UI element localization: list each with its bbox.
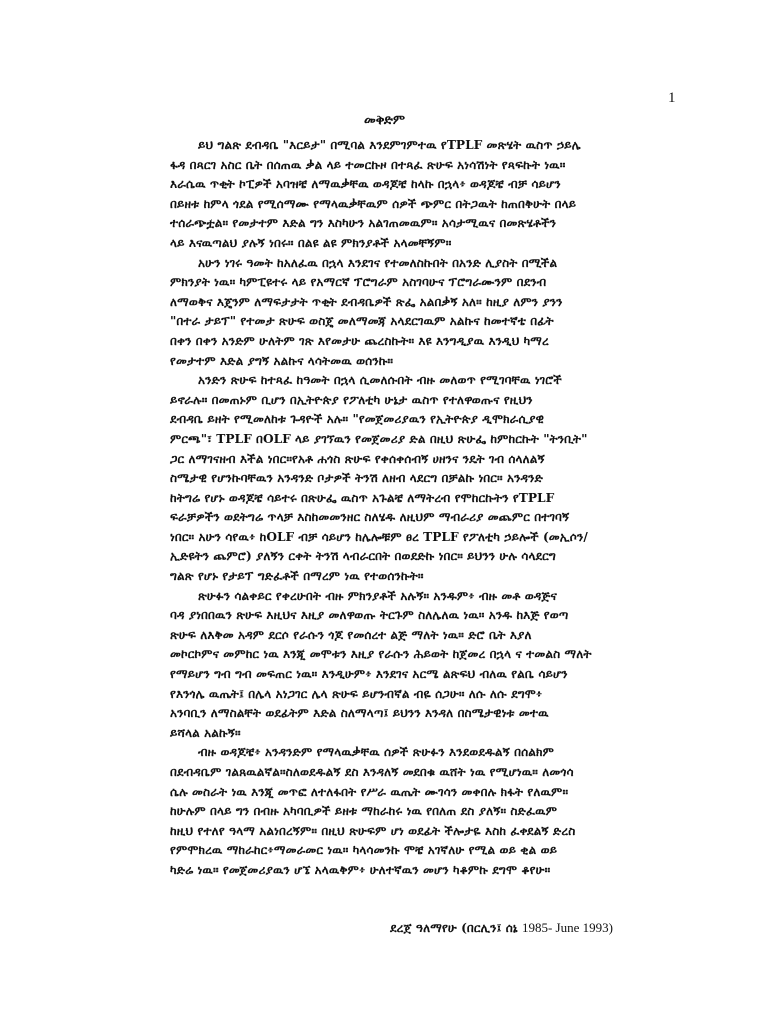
text-line: ይህ ግልጽ ደብዳቤ "እርይታ" በሚባል እንደምገምተዉ የTPLF መጽሄት ዉስጥ ኃይሌ — [198, 138, 581, 152]
text-line: ለማወቅና እጄንም ለማፍታታት ጥቂት ደብዳቤዎች ጽፌ አልበቃኝ አለ። ከዚያ ለምን ያንን — [170, 294, 563, 309]
page-number: 1 — [668, 90, 676, 106]
text-line: መኮርኮምና መምከር ነዉ እንጂ መሞቱን እዚያ የራሱን ሕይወት ከጀመረ በኋላ ና ተመልስ ማለት — [170, 647, 592, 662]
text-line: ጽሁፉን ሳልቀይር የቀረሁበት ብዙ ምክንያቶች አሉኝ። አንዱም፥ ብዙ መቶ ወዳጅና — [198, 588, 557, 603]
text-line: ብዙ ወዳጆቼ፥ አንዳንድም የማላዉቃቸዉ ሰዎች ጽሁፉን እንደወደዱልኝ በሰልክም — [198, 745, 554, 760]
text-line: "በተራ ታይፕ" የተመታ ጽሁፍ ወስጄ መለማመጃ አላደርገዉም አልኩና ከመተኛቴ በፊት — [170, 314, 554, 329]
body-text — [170, 136, 682, 881]
text-line: ፋዳ በጻርገ አስር ቤት በሰጠዉ ቃል ላይ ተመርኩዞ በተጻፈ ጽሁፍ አነሳሽነት የጻፍኩት ነዉ። — [170, 157, 566, 172]
text-line: የመታተም እድል ያግኝ አልኩና ላሳትመዉ ወሰንኩ። — [170, 353, 394, 368]
text-line: ጋር ለማገናዘብ እችል ነበር።የአቶ ሐጎስ ጽሁፍ የቀሰቀሰብኝ ሀዘንና ንዴት ገብ ሰላለልኝ — [170, 451, 545, 466]
text-line: ነበር። አሁን ሳየዉ፥ ከOLF ብቻ ሳይሆን ከሌሎቹም ፀረ TPLF የፖለቲካ ኃይሎች (መኢሶን/ — [170, 529, 588, 544]
text-line: ከዚህ የተለየ ዓላማ አልነበረኝም። በዚህ ጽሁፍም ሆነ ወደፊት ችሎታዬ እስከ ፈቀደልኝ ድረስ — [170, 823, 576, 838]
text-line: ግልጽ የሆኑ የታይፕ ግድፈቶች በማረም ነዉ የተወሰንኩት። — [170, 569, 424, 584]
text-line: ጽሁፍ ለእቅመ አዳም ደርሶ የራሱን ጎጆ የመሰረተ ልጅ ማለት ነዉ። ድሮ ቤት እያለ — [170, 627, 532, 642]
text-line: አንድን ጽሁፍ ከተጻፈ ከዓመት በኋላ ሲመለሱበት ብዙ መለወጥ የሚገባቸዉ ነገሮች — [198, 373, 562, 388]
text-line: የእንጎሌ ዉጤት፤ በሌላ አነጋገር ሌላ ጽሁፍ ይሆንብኛል ብዬ ሰጋሁ። ለሱ ለሱ ደግሞ፥ — [170, 686, 543, 701]
text-line: የማይሆን ግብ ግብ መፍጠር ነዉ። እንዲሁም፥ እንደገና አርሜ ልጽፍህ ብለዉ የልቤ ሳይሆን — [170, 667, 568, 682]
text-line: ይሻላል አልኩኝ። — [170, 725, 241, 740]
text-line: በቀን በቀን አንድም ሁለትም ገጽ እየመታሁ ጨረስኩት። እዩ እንግዲያዉ እንዲህ ካማረ — [170, 333, 549, 348]
text-line: ፍራቻዎችን ወደትግሬ ጥላቻ እስከመመንዘር ስለሄዱ ለዚህም ማብራሪያ መጨምር በተገባኝ — [170, 510, 570, 525]
text-line: ምርጫ"፣ TPLF በOLF ላይ ያገኘዉን የመጀመሪያ ድል በዚህ ጽሁፌ ከምከርኩት "ትንቢት" — [170, 431, 588, 446]
page-title: መቅድም — [364, 113, 405, 128]
text-line: እራሴዉ ጥቂት ኮፒዎች አባዝቼ ለማዉቃቸዉ ወዳጆቼ ከላኩ በኋላ፥ ወዳጆቼ ብቻ ሳይሆን — [170, 177, 561, 192]
text-line: ተሰራጭቷል። የመታተም እድል ግን እስካሁን አልገጠመዉም። አሳታሚዉና በመጽሄቶችን — [170, 216, 557, 231]
text-line: አንባቢን ለማስልቸት ወደፊትም እድል ስለማላጣ፤ ይህንን እንዳለ በስሜታዊነቱ መተዉ — [170, 706, 549, 721]
text-line: አሁን ነገሩ ዓመት ከአለፈዉ በኋላ እንደገና የተመለስኩበት በአንድ ሊያስት በሚችል — [198, 255, 558, 270]
signature — [390, 920, 613, 936]
text-line: ስሜታዊ የሆንኩባቸዉን አንዳንድ ቦታዎች ትንሽ ለዘብ ላደርግ በቻልኩ ነበር። አንዳንድ — [170, 471, 543, 486]
text-line: ደብዳቤ ይዘት የሚመለከቱ ጉዳዮች አሉ። "የመጀመሪያዉን የኢትዮጵያ ዲሞክራሲያዊ — [170, 412, 544, 427]
text-line: ካድሬ ነዉ። የመጀመሪያዉን ሆኜ አላዉቅም፥ ሁለተኛዉን መሆን ካቆምኩ ደግሞ ቆየሁ። — [170, 862, 551, 877]
signature-name-place: ደረጀ ዓለማየሁ (በርሊን፤ ሰኔ — [390, 921, 518, 935]
text-line: በይዘቱ ከምላ ጎደል የሚሰማሙ የማላዉቃቸዉም ሰዎች ጭምር በትጋዉት ከጠበቅሁት በላይ — [170, 196, 577, 211]
text-line: ኢድዩትን ጨምሮ) ያለኝን ርቀት ትንሽ ላብራርበት በወደድኩ ነበር። ይህንን ሁሉ ሳላደርግ — [170, 549, 556, 564]
text-line: ላይ እናዉጣልህ ያሉኝ ነበሩ። በልዩ ልዩ ምክንያቶች አላመቸኝም። — [170, 235, 452, 250]
text-line: ከትግሬ የሆኑ ወዳጆቼ ሳይተሩ በጽሁፌ ዉስጥ አጉልቼ ለማትረብ የሞከርኩትን የTPLF — [170, 490, 555, 505]
text-line: ባዳ ያነበበዉን ጽሁፍ እዚህና እዚያ መለዋወጡ ትርጉም ስለሌለዉ ነዉ። አንዱ ከእጅ የወጣ — [170, 608, 569, 623]
text-line: በደብዳቤም ገልጸዉልኛል።ስለወደዱልኝ ደስ እንዳለኝ መደበቁ ዉሸት ነዉ የሚሆነዉ። ለመጎሳ — [170, 765, 574, 779]
text-line: ሴሉ መስራት ነዉ እንጂ መጥፎ ለተለፋበት የሥራ ዉጤት ሙገሳን መቀበሉ ክፋት የለዉም። — [170, 784, 569, 799]
text-line: የምሞክረዉ ማከራከር፥ማመራመር ነዉ። ካላሳመንኩ ሞቼ አገኛለሁ የሚል ወይ ቂል ወይ — [170, 843, 558, 858]
text-line: ይኖራሉ። በመጠኑም ቢሆን በኢትዮጵያ የፖለቲካ ሁኔታ ዉስጥ የተለዋወጡና የዚህን — [170, 392, 533, 407]
text-line: ምክንያት ነዉ። ካምፒዩተሩ ላይ የአማርኛ ፕሮግራም አስገባሁና ፕሮግራሙንም በደንብ — [170, 275, 547, 290]
text-line: ከሁሉም በላይ ግን በብዙ አካባቢዎች ይዘቱ ማከራከሩ ነዉ የበለጠ ደስ ያለኝ። ስድፈዉም — [170, 804, 558, 819]
signature-date: 1985- June 1993) — [521, 920, 613, 935]
